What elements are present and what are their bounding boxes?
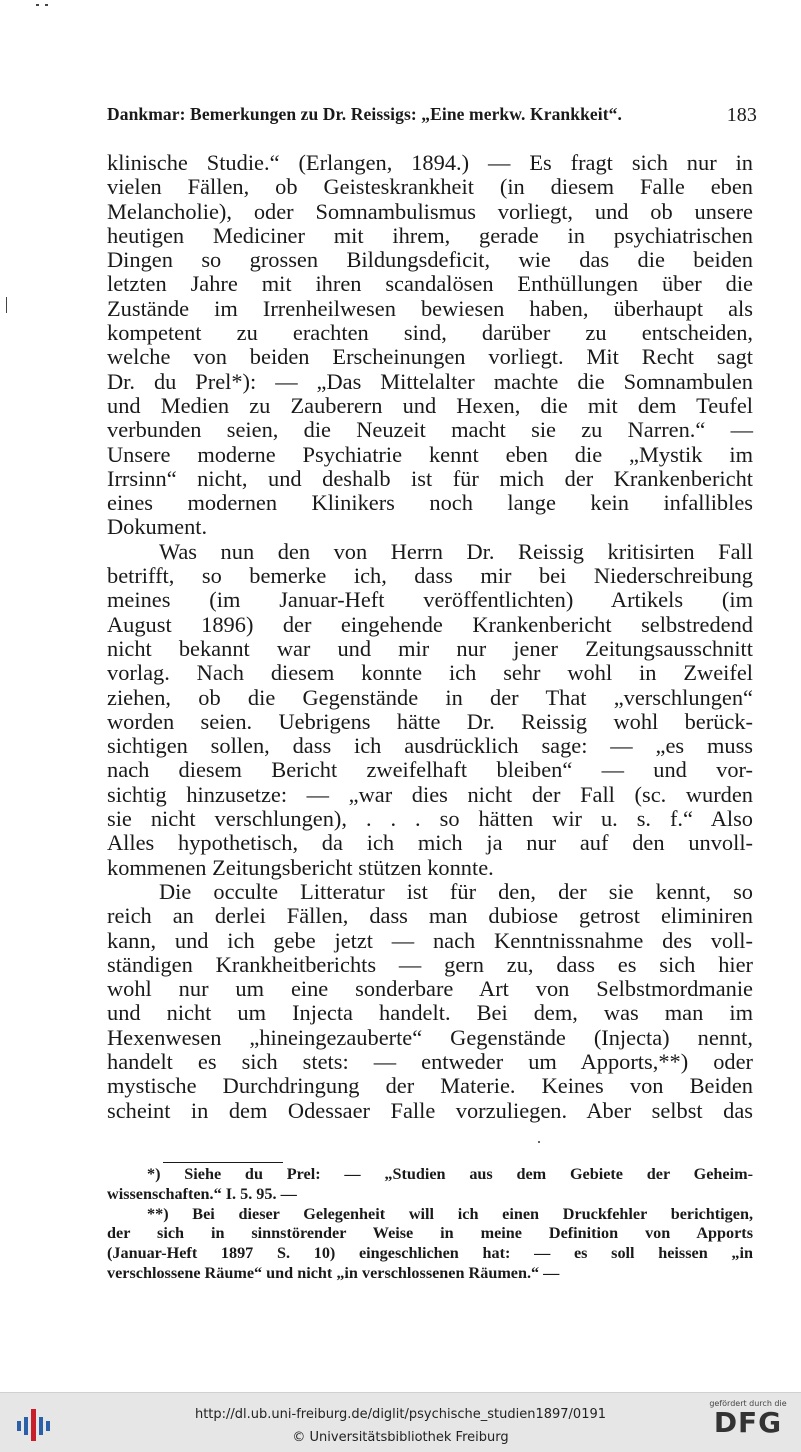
- viewer-footer: [0, 1392, 801, 1452]
- dfg-tagline: gefördert durch die: [709, 1399, 787, 1408]
- text-line: und nicht um Injecta handelt. Bei dem, was man im: [107, 1000, 753, 1026]
- text-line: August 1896) der eingehende Krankenbericht selbstredend: [107, 611, 753, 637]
- dfg-logo-text: DFG: [713, 1406, 783, 1439]
- text-line: handelt es sich stets: — entweder um Apports,**) oder: [107, 1048, 753, 1074]
- text-line: welche von beiden Erscheinungen vorliegt. Mit Recht sagt: [107, 344, 753, 370]
- text-line: scheint in dem Odessaer Falle vorzuliegen. Aber selbst das: [107, 1097, 753, 1123]
- text-line: eines modernen Klinikers noch lange kein infallibles: [107, 490, 753, 516]
- footnote-line: **) Bei dieser Gelegenheit will ich einen Druckfehler berichtigen,: [147, 1204, 753, 1223]
- text-line: letzten Jahre mit ihren scandalösen Enthüllungen über die: [107, 271, 753, 297]
- text-line: ziehen, ob die Gegenstände in der That „verschlungen“: [107, 684, 753, 710]
- text-line: Dr. du Prel*): — „Das Mittelalter machte die Somnambulen: [107, 368, 753, 394]
- text-line: nach diesem Bericht zweifelhaft bleiben“ — und vor-: [107, 757, 753, 783]
- ink-speck: [538, 1141, 540, 1143]
- footnotes: [107, 1165, 753, 1284]
- text-line: ständigen Krankheitberichts — gern zu, dass es sich hier: [107, 951, 753, 977]
- text-line: sie nicht verschlungen), . . . so hätten wir u. s. f.“ Also: [107, 806, 753, 832]
- text-line: Dokument.: [107, 514, 208, 540]
- text-line: und Medien zu Zauberern und Hexen, die mit dem Teufel: [107, 392, 753, 418]
- text-line: nicht bekannt war und mir nur jener Zeitungsausschnitt: [107, 635, 753, 661]
- corner-mark: [36, 4, 39, 6]
- running-title: Dankmar: Bemerkungen zu Dr. Reissigs: „Eine merkw. Krankkeit“.: [107, 104, 622, 124]
- text-line: kann, und ich gebe jetzt — nach Kenntnissnahme des voll-: [107, 927, 753, 953]
- body-text: [107, 151, 753, 1123]
- text-line: verbunden seien, die Neuzeit macht sie zu Narren.“ —: [107, 417, 753, 443]
- text-line: mystische Durchdringung der Materie. Keines von Beiden: [107, 1073, 753, 1099]
- text-line: betrifft, so bemerke ich, dass mir bei Niederschreibung: [107, 563, 753, 589]
- text-line: Melancholie), oder Somnambulismus vorliegt, und ob unsere: [107, 198, 753, 224]
- dfg-logo: [703, 1399, 793, 1447]
- text-line: klinische Studie.“ (Erlangen, 1894.) — Es fragt sich nur in: [107, 150, 753, 175]
- text-line: Alles hypothetisch, da ich mich ja nur auf den unvoll-: [107, 830, 753, 856]
- footnote-line: wissenschaften.“ I. 5. 95. —: [107, 1184, 297, 1203]
- text-line: worden seien. Uebrigens hätte Dr. Reissig wohl berück-: [107, 708, 753, 734]
- text-line: kompetent zu erachten sind, darüber zu entscheiden,: [107, 320, 753, 346]
- footnote-line: *) Siehe du Prel: — „Studien aus dem Gebiete der Geheim-: [147, 1165, 753, 1183]
- text-line: sichtig hinzusetze: — „war dies nicht der Fall (sc. wurden: [107, 781, 753, 807]
- page-number: 183: [726, 104, 757, 126]
- text-line: Hexenwesen „hineingezauberte“ Gegenstände (Injecta) nennt,: [107, 1024, 753, 1050]
- text-line: vielen Fällen, ob Geisteskrankheit (in diesem Falle eben: [107, 174, 753, 200]
- footnote-line: der sich in sinnstörender Weise in meine Definition von Apports: [107, 1224, 753, 1243]
- footnote-line: (Januar-Heft 1897 S. 10) eingeschlichen hat: — es soll heissen „in: [107, 1244, 753, 1263]
- text-line: vorlag. Nach diesem konnte ich sehr wohl in Zweifel: [107, 660, 753, 686]
- text-line: Unsere moderne Psychiatrie kennt eben die „Mystik im: [107, 441, 753, 467]
- copyright-notice: © Universitätsbibliothek Freiburg: [292, 1430, 509, 1445]
- text-line: kommenen Zeitungsbericht stützen konnte.: [107, 854, 494, 880]
- text-line: meines (im Januar-Heft veröffentlichten) Artikels (im: [107, 587, 753, 613]
- text-line: Irrsinn“ nicht, und deshalb ist für mich der Krankenbericht: [107, 465, 753, 491]
- text-line: reich an derlei Fällen, dass man dubiose getrost eliminiren: [107, 903, 753, 929]
- text-line: Zustände im Irrenheilwesen bewiesen haben, überhaupt als: [107, 295, 753, 321]
- text-line: heutigen Mediciner mit ihrem, gerade in psychiatrischen: [107, 222, 753, 248]
- corner-mark: [45, 4, 48, 6]
- margin-mark: [6, 297, 7, 313]
- text-line: Die occulte Litteratur ist für den, der sie kennt, so: [159, 878, 753, 904]
- footnote-line: verschlossene Räume“ und nicht „in verschlossenen Räumen.“ —: [107, 1263, 560, 1282]
- text-line: Dingen so grossen Bildungsdeficit, wie das die beiden: [107, 247, 753, 273]
- text-line: Was nun den von Herrn Dr. Reissig kritisirten Fall: [159, 538, 753, 564]
- running-header: [107, 104, 757, 125]
- permalink-url[interactable]: http://dl.ub.uni-freiburg.de/diglit/psychische_studien1897/0191: [194, 1407, 607, 1422]
- text-line: sichtigen sollen, dass ich ausdrücklich sage: — „es muss: [107, 733, 753, 759]
- text-line: wohl nur um eine sonderbare Art von Selbstmordmanie: [107, 976, 753, 1002]
- footnote-rule: [163, 1162, 283, 1163]
